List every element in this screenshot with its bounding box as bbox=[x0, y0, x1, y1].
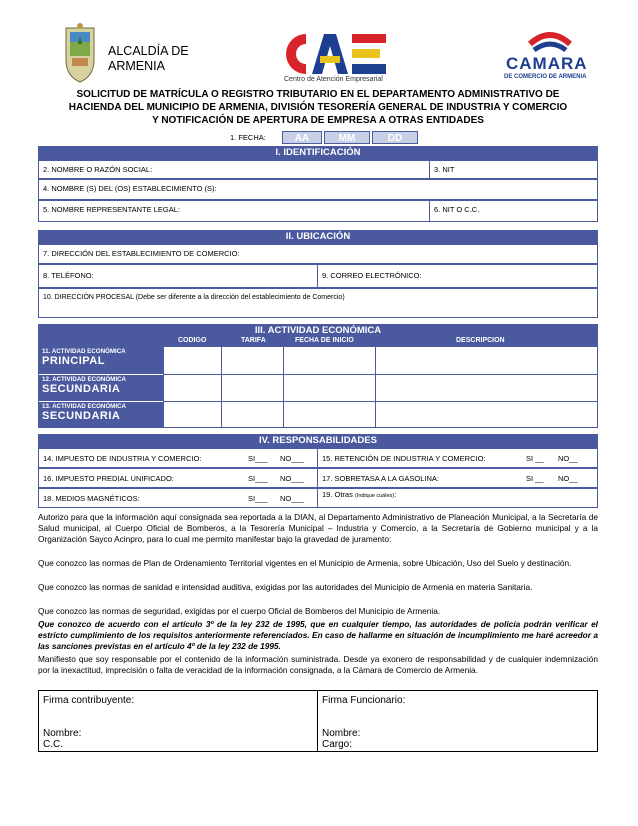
autorizacion-paragraph: Autorizo para que la información aquí consignada sea reportada a la DIAN, al Departamento Administrativo de Planeación Municipal, a la Secretaría de Salud municipal, al Cuerpo Oficial de Bomberos, a la Tesorería Municipal – Industria y Comercio, a la Secretaría de Gobierno municipal y a la Organización Sayco Acinpro, para lo cual me permito manifestar bajo la gravedad de juramento: bbox=[38, 512, 598, 544]
col-descripcion: DESCRIPCION bbox=[456, 337, 505, 344]
firma-contribuyente-box[interactable] bbox=[39, 691, 317, 751]
alcaldia-line2: ARMENIA bbox=[108, 59, 165, 73]
resp-16-label: 16. IMPUESTO PREDIAL UNIFICADO: bbox=[43, 474, 174, 483]
actividad-number: 11. ACTIVIDAD ECONÓMICA bbox=[42, 348, 126, 355]
actividad-type: SECUNDARIA bbox=[42, 410, 121, 422]
cae-subtitle: Centro de Atención Empresarial bbox=[284, 76, 383, 83]
col-divider bbox=[221, 347, 222, 427]
alcaldia-line1: ALCALDÍA DE bbox=[108, 44, 189, 58]
actividad-secundaria-label bbox=[39, 401, 163, 427]
procesal-field[interactable]: 10. DIRECCIÓN PROCESAL (Debe ser diferente a la dirección del establecimiento de Comercio) bbox=[43, 294, 345, 301]
nit-field[interactable]: 3. NIT bbox=[429, 161, 597, 178]
section-responsabilidades-header: IV. RESPONSABILIDADES bbox=[38, 434, 598, 448]
representante-row bbox=[38, 200, 598, 222]
telefono-field[interactable]: 8. TELÉFONO: bbox=[43, 271, 94, 280]
camara-name: CAMARA bbox=[506, 54, 588, 73]
resp-19-colon: : bbox=[394, 490, 397, 499]
nombre-row bbox=[38, 160, 598, 179]
fecha-day-field[interactable]: DD bbox=[372, 131, 418, 144]
establecimiento-row bbox=[38, 179, 598, 200]
col-divider bbox=[283, 347, 284, 427]
row-divider bbox=[163, 374, 597, 375]
representante-field[interactable]: 5. NOMBRE REPRESENTANTE LEGAL: bbox=[43, 205, 180, 214]
col-divider bbox=[163, 347, 164, 427]
resp-15-si[interactable]: SI __ bbox=[526, 454, 544, 463]
cae-logo bbox=[278, 30, 396, 88]
resp-19-field[interactable] bbox=[317, 489, 597, 507]
section-identificacion-header: I. IDENTIFICACIÓN bbox=[38, 146, 598, 160]
resp-14-label: 14. IMPUESTO DE INDUSTRIA Y COMERCIO: bbox=[43, 454, 202, 463]
col-codigo: CODIGO bbox=[178, 337, 207, 344]
actividad-number: 13. ACTIVIDAD ECONÓMICA bbox=[42, 403, 126, 410]
sanidad-paragraph: Que conozco las normas de sanidad e intensidad auditiva, exigidas por las autoridades del Municipio de Armenia en materia Sanitaria. bbox=[38, 582, 533, 592]
row-divider bbox=[163, 401, 597, 402]
direccion-row bbox=[38, 244, 598, 264]
firma-nombre-label: Nombre: bbox=[43, 728, 82, 739]
col-tarifa: TARIFA bbox=[241, 337, 266, 344]
title-line3: Y NOTIFICACIÓN DE APERTURA DE EMPRESA A OTRAS ENTIDADES bbox=[152, 115, 484, 126]
camara-subtitle: DE COMERCIO DE ARMENIA bbox=[504, 74, 587, 80]
resp-17-si[interactable]: SI __ bbox=[526, 474, 544, 483]
firma-nombre2-label: Nombre: bbox=[322, 728, 361, 739]
resp-row-16 bbox=[38, 468, 598, 488]
resp-15-no[interactable]: NO__ bbox=[558, 454, 578, 463]
resp-18-si[interactable]: SI___ bbox=[248, 494, 268, 503]
resp-18-no[interactable]: NO___ bbox=[280, 494, 304, 503]
procesal-row bbox=[38, 288, 598, 318]
camara-logo bbox=[500, 30, 606, 82]
direccion-field[interactable]: 7. DIRECCIÓN DEL ESTABLECIMIENTO DE COMERCIO: bbox=[43, 249, 240, 258]
resp-17-no[interactable]: NO__ bbox=[558, 474, 578, 483]
title-line2: HACIENDA DEL MUNICIPIO DE ARMENIA, DIVISIÓN TESORERÍA GENERAL DE INDUSTRIA Y COMERCIO bbox=[68, 102, 568, 113]
actividad-type: SECUNDARIA bbox=[42, 383, 121, 395]
nombre-field[interactable]: 2. NOMBRE O RAZÓN SOCIAL: bbox=[43, 165, 153, 174]
firma-funcionario-box[interactable] bbox=[317, 691, 597, 751]
firma-cc-label: C.C. bbox=[43, 739, 63, 750]
firma-contribuyente-label: Firma contribuyente: bbox=[43, 695, 135, 706]
alcaldia-name bbox=[108, 44, 189, 74]
correo-field[interactable]: 9. CORREO ELECTRÓNICO: bbox=[317, 265, 597, 287]
alcaldia-shield-logo bbox=[60, 22, 100, 84]
nit-cc-field[interactable]: 6. NIT O C.C. bbox=[429, 201, 597, 221]
section-actividad-header: III. ACTIVIDAD ECONÓMICA bbox=[38, 324, 598, 338]
actividad-col-header bbox=[38, 336, 598, 346]
firma-table bbox=[38, 690, 598, 752]
resp-18-label: 18. MEDIOS MAGNÉTICOS: bbox=[43, 494, 140, 503]
col-divider bbox=[375, 347, 376, 427]
resp-14-no[interactable]: NO___ bbox=[280, 454, 304, 463]
establecimiento-field[interactable]: 4. NOMBRE (S) DEL (OS) ESTABLECIMIENTO (S): bbox=[43, 184, 217, 193]
fecha-year-field[interactable]: AA bbox=[282, 131, 322, 144]
resp-16-no[interactable]: NO___ bbox=[280, 474, 304, 483]
ley-232-paragraph: Que conozco de acuerdo con el artículo 3º de la ley 232 de 1995, que en cualquier tiempo, las autoridades de policía podrán verificar el estricto cumplimiento de los requisitos anteriormente referenciados. En caso de hallarme en situación de incumplimiento me haré acreedor a las sanciones previstas en el artículo 4º de la ley 232 de 1995. bbox=[38, 619, 598, 651]
actividad-type: PRINCIPAL bbox=[42, 355, 105, 367]
actividad-principal-label bbox=[39, 347, 163, 374]
col-fecha-inicio: FECHA DE INICIO bbox=[295, 337, 354, 344]
resp-16-si[interactable]: SI___ bbox=[248, 474, 268, 483]
actividad-table bbox=[38, 346, 598, 428]
actividad-secundaria-label bbox=[39, 374, 163, 401]
title-line1: SOLICITUD DE MATRÍCULA O REGISTRO TRIBUTARIO EN EL DEPARTAMENTO ADMINISTRATIVO DE bbox=[76, 89, 560, 100]
firma-funcionario-label: Firma Funcionario: bbox=[322, 695, 406, 706]
actividad-number: 12. ACTIVIDAD ECONÓMICA bbox=[42, 376, 126, 383]
resp-19-note: (Indique cuáles) bbox=[354, 493, 395, 499]
form-title bbox=[38, 88, 598, 127]
telefono-row bbox=[38, 264, 598, 288]
fecha-label: 1. FECHA: bbox=[230, 133, 266, 142]
resp-17-label: 17. SOBRETASA A LA GASOLINA: bbox=[317, 469, 527, 487]
section-ubicacion-header: II. UBICACIÓN bbox=[38, 230, 598, 244]
resp-14-si[interactable]: SI___ bbox=[248, 454, 268, 463]
pot-paragraph: Que conozco las normas de Plan de Ordenamiento Territorial vigentes en el Municipio de Armenia, sobre Ubicación, Uso del Suelo y destinación. bbox=[38, 558, 572, 568]
resp-19-label: 19. Otras bbox=[322, 490, 353, 499]
fecha-month-field[interactable]: MM bbox=[324, 131, 370, 144]
seguridad-paragraph: Que conozco las normas de seguridad, exigidas por el cuerpo Oficial de Bomberos del Municipio de Armenia. bbox=[38, 606, 441, 616]
firma-cargo-label: Cargo: bbox=[322, 739, 353, 750]
responsabilidad-paragraph: Manifiesto que soy responsable por el contenido de la información suministrada. Desde ya exonero de responsabilidad y de cualquier indemnización por la inexactitud, imprecisión o falta de veracidad de la información consignada, a la Cámara de Comercio de Armenia. bbox=[38, 654, 598, 675]
resp-row-14 bbox=[38, 448, 598, 468]
resp-row-18 bbox=[38, 488, 598, 508]
resp-15-label: 15. RETENCIÓN DE INDUSTRIA Y COMERCIO: bbox=[317, 449, 527, 467]
